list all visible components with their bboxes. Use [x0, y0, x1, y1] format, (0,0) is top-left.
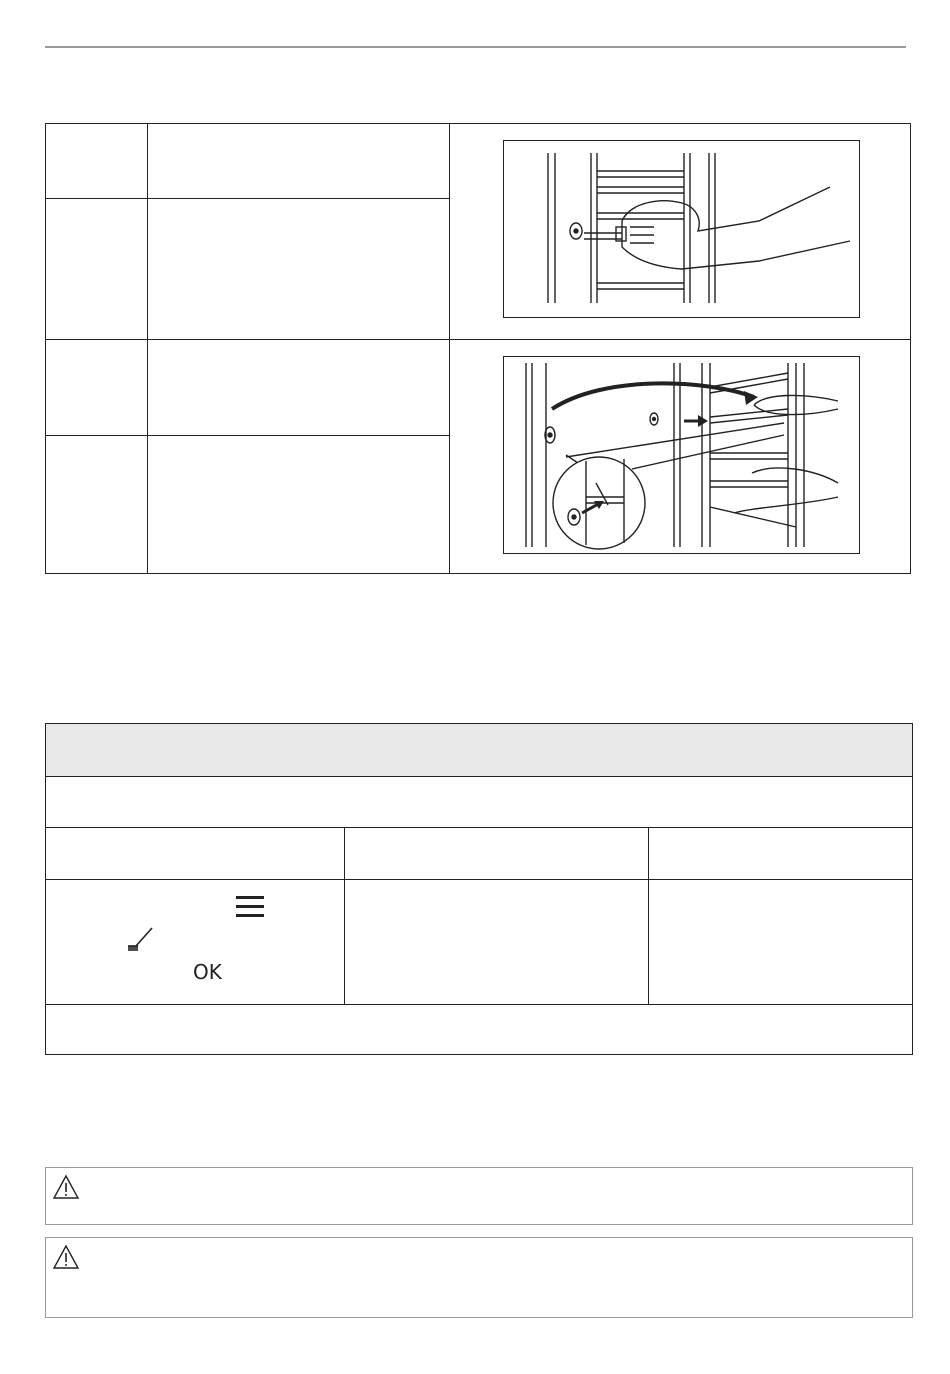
step-text	[148, 124, 448, 198]
cleaning-table-subtitle	[46, 777, 912, 827]
menu-icon	[236, 896, 266, 920]
step-number	[46, 436, 147, 574]
step-text	[148, 340, 448, 435]
cleaning-table-header	[46, 724, 912, 777]
cleaning-column-header	[649, 828, 912, 879]
warning-triangle-icon	[52, 1174, 80, 1200]
warning-box	[45, 1167, 913, 1225]
steps-col-divider-2	[449, 124, 450, 573]
warning-triangle-icon	[52, 1244, 80, 1270]
steps-table	[45, 123, 911, 574]
cleaning-cell	[345, 880, 648, 1004]
shelf-support-removal-illustration	[503, 140, 860, 318]
header-rule	[45, 46, 906, 48]
cleaning-brush-icon	[126, 924, 156, 954]
step-text	[148, 436, 448, 574]
cleaning-column-header	[345, 828, 648, 879]
step-number	[46, 340, 147, 435]
shelf-support-installation-illustration	[503, 356, 860, 554]
step-text	[148, 199, 448, 339]
cleaning-table-footer	[46, 1005, 912, 1054]
cleaning-cell	[649, 880, 912, 1004]
cleaning-cell	[46, 880, 344, 1004]
cleaning-table	[45, 723, 913, 1055]
warning-box	[45, 1237, 913, 1318]
cleaning-table-title	[46, 724, 912, 776]
step-number	[46, 124, 147, 198]
step-number	[46, 199, 147, 339]
ok-button-label: OK	[193, 960, 222, 984]
cleaning-column-header	[46, 828, 344, 879]
